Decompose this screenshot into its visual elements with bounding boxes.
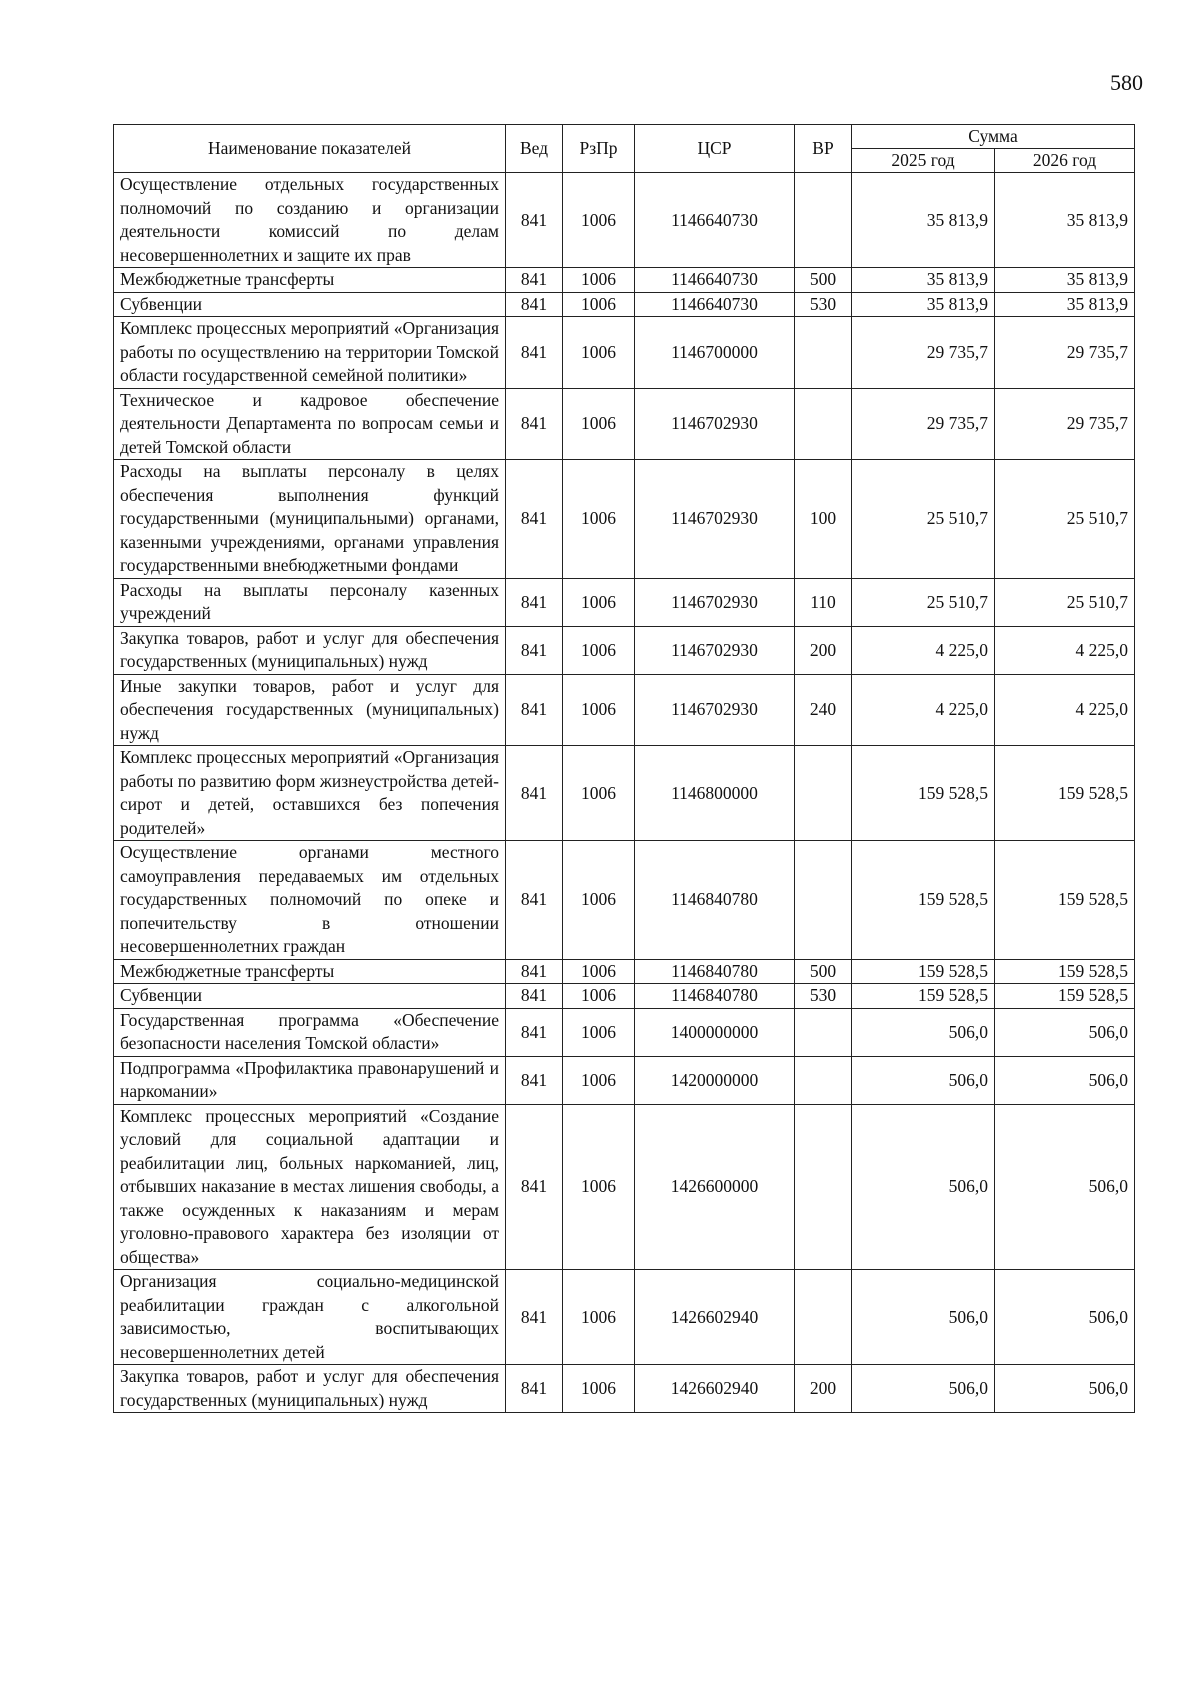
row-vr bbox=[795, 1270, 852, 1365]
row-sum-2025: 35 813,9 bbox=[852, 292, 995, 317]
row-ved: 841 bbox=[506, 984, 563, 1009]
row-name: Подпрограмма «Профилактика правонарушений и наркомании» bbox=[114, 1056, 506, 1104]
row-name: Техническое и кадровое обеспечение деятельности Департамента по вопросам семьи и детей Томской области bbox=[114, 388, 506, 460]
row-ved: 841 bbox=[506, 1270, 563, 1365]
row-sum-2026: 29 735,7 bbox=[995, 388, 1135, 460]
row-ved: 841 bbox=[506, 1365, 563, 1413]
row-vr: 110 bbox=[795, 578, 852, 626]
row-sum-2025: 29 735,7 bbox=[852, 388, 995, 460]
table-row bbox=[114, 841, 1135, 960]
row-ved: 841 bbox=[506, 317, 563, 389]
row-csr: 1426602940 bbox=[635, 1365, 795, 1413]
header-sum: Сумма bbox=[852, 125, 1135, 149]
row-name: Государственная программа «Обеспечение безопасности населения Томской области» bbox=[114, 1008, 506, 1056]
row-vr bbox=[795, 841, 852, 960]
row-ved: 841 bbox=[506, 674, 563, 746]
table-row bbox=[114, 388, 1135, 460]
row-ved: 841 bbox=[506, 268, 563, 293]
row-sum-2025: 25 510,7 bbox=[852, 578, 995, 626]
row-ved: 841 bbox=[506, 746, 563, 841]
row-name: Комплекс процессных мероприятий «Организация работы по развитию форм жизнеустройства детей-сирот и детей, оставшихся без попечения родителей» bbox=[114, 746, 506, 841]
row-vr: 200 bbox=[795, 626, 852, 674]
row-rzpr: 1006 bbox=[563, 1008, 635, 1056]
row-vr bbox=[795, 1104, 852, 1270]
row-name: Расходы на выплаты персоналу казенных учреждений bbox=[114, 578, 506, 626]
row-name: Расходы на выплаты персоналу в целях обеспечения выполнения функций государственными (муниципальными) органами, казенными учреждениями, органами управления государственными внебюджетными фондами bbox=[114, 460, 506, 579]
row-sum-2026: 506,0 bbox=[995, 1365, 1135, 1413]
row-ved: 841 bbox=[506, 1104, 563, 1270]
row-sum-2025: 506,0 bbox=[852, 1365, 995, 1413]
row-sum-2026: 4 225,0 bbox=[995, 674, 1135, 746]
row-name: Закупка товаров, работ и услуг для обеспечения государственных (муниципальных) нужд bbox=[114, 1365, 506, 1413]
table-row bbox=[114, 1104, 1135, 1270]
row-name: Осуществление отдельных государственных полномочий по созданию и организации деятельности комиссий по делам несовершеннолетних и защите их прав bbox=[114, 173, 506, 268]
row-rzpr: 1006 bbox=[563, 578, 635, 626]
header-name: Наименование показателей bbox=[114, 125, 506, 173]
row-csr: 1146702930 bbox=[635, 460, 795, 579]
row-rzpr: 1006 bbox=[563, 1365, 635, 1413]
row-csr: 1426602940 bbox=[635, 1270, 795, 1365]
budget-table bbox=[113, 124, 1135, 1413]
row-vr: 240 bbox=[795, 674, 852, 746]
row-name: Закупка товаров, работ и услуг для обеспечения государственных (муниципальных) нужд bbox=[114, 626, 506, 674]
table-row bbox=[114, 317, 1135, 389]
row-ved: 841 bbox=[506, 1008, 563, 1056]
row-ved: 841 bbox=[506, 1056, 563, 1104]
table-row bbox=[114, 1270, 1135, 1365]
row-rzpr: 1006 bbox=[563, 746, 635, 841]
row-vr bbox=[795, 317, 852, 389]
row-csr: 1426600000 bbox=[635, 1104, 795, 1270]
row-name: Осуществление органами местного самоуправления передаваемых им отдельных государственных полномочий по опеке и попечительству в отношении несовершеннолетних граждан bbox=[114, 841, 506, 960]
row-sum-2026: 159 528,5 bbox=[995, 841, 1135, 960]
row-csr: 1146702930 bbox=[635, 388, 795, 460]
row-rzpr: 1006 bbox=[563, 173, 635, 268]
row-vr bbox=[795, 1008, 852, 1056]
row-sum-2025: 35 813,9 bbox=[852, 268, 995, 293]
row-name: Межбюджетные трансферты bbox=[114, 268, 506, 293]
row-sum-2025: 506,0 bbox=[852, 1104, 995, 1270]
row-csr: 1146840780 bbox=[635, 984, 795, 1009]
table-row bbox=[114, 746, 1135, 841]
row-rzpr: 1006 bbox=[563, 674, 635, 746]
row-rzpr: 1006 bbox=[563, 959, 635, 984]
row-name: Межбюджетные трансферты bbox=[114, 959, 506, 984]
row-sum-2026: 35 813,9 bbox=[995, 173, 1135, 268]
row-csr: 1146702930 bbox=[635, 626, 795, 674]
row-ved: 841 bbox=[506, 388, 563, 460]
row-rzpr: 1006 bbox=[563, 268, 635, 293]
table-row bbox=[114, 292, 1135, 317]
row-sum-2025: 35 813,9 bbox=[852, 173, 995, 268]
row-rzpr: 1006 bbox=[563, 626, 635, 674]
row-vr: 500 bbox=[795, 959, 852, 984]
row-sum-2025: 25 510,7 bbox=[852, 460, 995, 579]
row-csr: 1146800000 bbox=[635, 746, 795, 841]
row-sum-2026: 506,0 bbox=[995, 1008, 1135, 1056]
row-sum-2026: 506,0 bbox=[995, 1056, 1135, 1104]
row-sum-2026: 506,0 bbox=[995, 1104, 1135, 1270]
row-csr: 1400000000 bbox=[635, 1008, 795, 1056]
row-sum-2026: 159 528,5 bbox=[995, 746, 1135, 841]
row-csr: 1146640730 bbox=[635, 292, 795, 317]
row-name: Комплекс процессных мероприятий «Создание условий для социальной адаптации и реабилитации лиц, больных наркоманией, лиц, отбывших наказание в местах лишения свободы, а также осужденных к наказаниям и мерам уголовно-правового характера без изоляции от общества» bbox=[114, 1104, 506, 1270]
row-csr: 1146700000 bbox=[635, 317, 795, 389]
row-name: Иные закупки товаров, работ и услуг для обеспечения государственных (муниципальных) нужд bbox=[114, 674, 506, 746]
row-sum-2025: 159 528,5 bbox=[852, 841, 995, 960]
row-sum-2025: 159 528,5 bbox=[852, 746, 995, 841]
header-csr: ЦСР bbox=[635, 125, 795, 173]
table-body bbox=[114, 173, 1135, 1413]
row-name: Комплекс процессных мероприятий «Организация работы по осуществлению на территории Томской области государственной семейной политики» bbox=[114, 317, 506, 389]
table-row bbox=[114, 959, 1135, 984]
row-sum-2026: 25 510,7 bbox=[995, 460, 1135, 579]
row-sum-2025: 4 225,0 bbox=[852, 626, 995, 674]
header-rzpr: РзПр bbox=[563, 125, 635, 173]
row-rzpr: 1006 bbox=[563, 1270, 635, 1365]
header-year-2026: 2026 год bbox=[995, 149, 1135, 173]
row-sum-2026: 159 528,5 bbox=[995, 959, 1135, 984]
row-sum-2026: 35 813,9 bbox=[995, 292, 1135, 317]
row-ved: 841 bbox=[506, 626, 563, 674]
row-sum-2025: 506,0 bbox=[852, 1056, 995, 1104]
row-rzpr: 1006 bbox=[563, 841, 635, 960]
row-ved: 841 bbox=[506, 173, 563, 268]
row-rzpr: 1006 bbox=[563, 292, 635, 317]
row-sum-2025: 29 735,7 bbox=[852, 317, 995, 389]
row-vr bbox=[795, 1056, 852, 1104]
table-row bbox=[114, 1056, 1135, 1104]
row-csr: 1146640730 bbox=[635, 173, 795, 268]
row-vr: 530 bbox=[795, 984, 852, 1009]
table-row bbox=[114, 1365, 1135, 1413]
row-ved: 841 bbox=[506, 460, 563, 579]
table-row bbox=[114, 268, 1135, 293]
row-sum-2025: 4 225,0 bbox=[852, 674, 995, 746]
row-vr bbox=[795, 388, 852, 460]
row-ved: 841 bbox=[506, 959, 563, 984]
row-csr: 1146640730 bbox=[635, 268, 795, 293]
row-vr: 530 bbox=[795, 292, 852, 317]
row-csr: 1420000000 bbox=[635, 1056, 795, 1104]
row-csr: 1146702930 bbox=[635, 578, 795, 626]
table-row bbox=[114, 460, 1135, 579]
row-ved: 841 bbox=[506, 292, 563, 317]
row-vr: 500 bbox=[795, 268, 852, 293]
row-sum-2025: 506,0 bbox=[852, 1270, 995, 1365]
row-ved: 841 bbox=[506, 578, 563, 626]
row-rzpr: 1006 bbox=[563, 317, 635, 389]
table-row bbox=[114, 173, 1135, 268]
row-csr: 1146840780 bbox=[635, 959, 795, 984]
row-rzpr: 1006 bbox=[563, 388, 635, 460]
row-rzpr: 1006 bbox=[563, 1104, 635, 1270]
row-sum-2026: 506,0 bbox=[995, 1270, 1135, 1365]
header-ved: Вед bbox=[506, 125, 563, 173]
row-vr: 200 bbox=[795, 1365, 852, 1413]
row-sum-2025: 506,0 bbox=[852, 1008, 995, 1056]
row-vr bbox=[795, 746, 852, 841]
row-rzpr: 1006 bbox=[563, 984, 635, 1009]
row-rzpr: 1006 bbox=[563, 1056, 635, 1104]
row-name: Субвенции bbox=[114, 292, 506, 317]
row-name: Организация социально-медицинской реабилитации граждан с алкогольной зависимостью, воспитывающих несовершеннолетних детей bbox=[114, 1270, 506, 1365]
row-sum-2026: 159 528,5 bbox=[995, 984, 1135, 1009]
table-row bbox=[114, 626, 1135, 674]
row-sum-2026: 35 813,9 bbox=[995, 268, 1135, 293]
table-row bbox=[114, 1008, 1135, 1056]
row-vr bbox=[795, 173, 852, 268]
table-row bbox=[114, 674, 1135, 746]
page-number: 580 bbox=[1110, 70, 1143, 95]
row-rzpr: 1006 bbox=[563, 460, 635, 579]
header-vr: ВР bbox=[795, 125, 852, 173]
row-sum-2026: 29 735,7 bbox=[995, 317, 1135, 389]
table-row bbox=[114, 578, 1135, 626]
table-row bbox=[114, 984, 1135, 1009]
row-sum-2025: 159 528,5 bbox=[852, 959, 995, 984]
row-sum-2026: 25 510,7 bbox=[995, 578, 1135, 626]
row-csr: 1146702930 bbox=[635, 674, 795, 746]
row-sum-2026: 4 225,0 bbox=[995, 626, 1135, 674]
row-ved: 841 bbox=[506, 841, 563, 960]
header-year-2025: 2025 год bbox=[852, 149, 995, 173]
row-sum-2025: 159 528,5 bbox=[852, 984, 995, 1009]
row-vr: 100 bbox=[795, 460, 852, 579]
row-name: Субвенции bbox=[114, 984, 506, 1009]
row-csr: 1146840780 bbox=[635, 841, 795, 960]
